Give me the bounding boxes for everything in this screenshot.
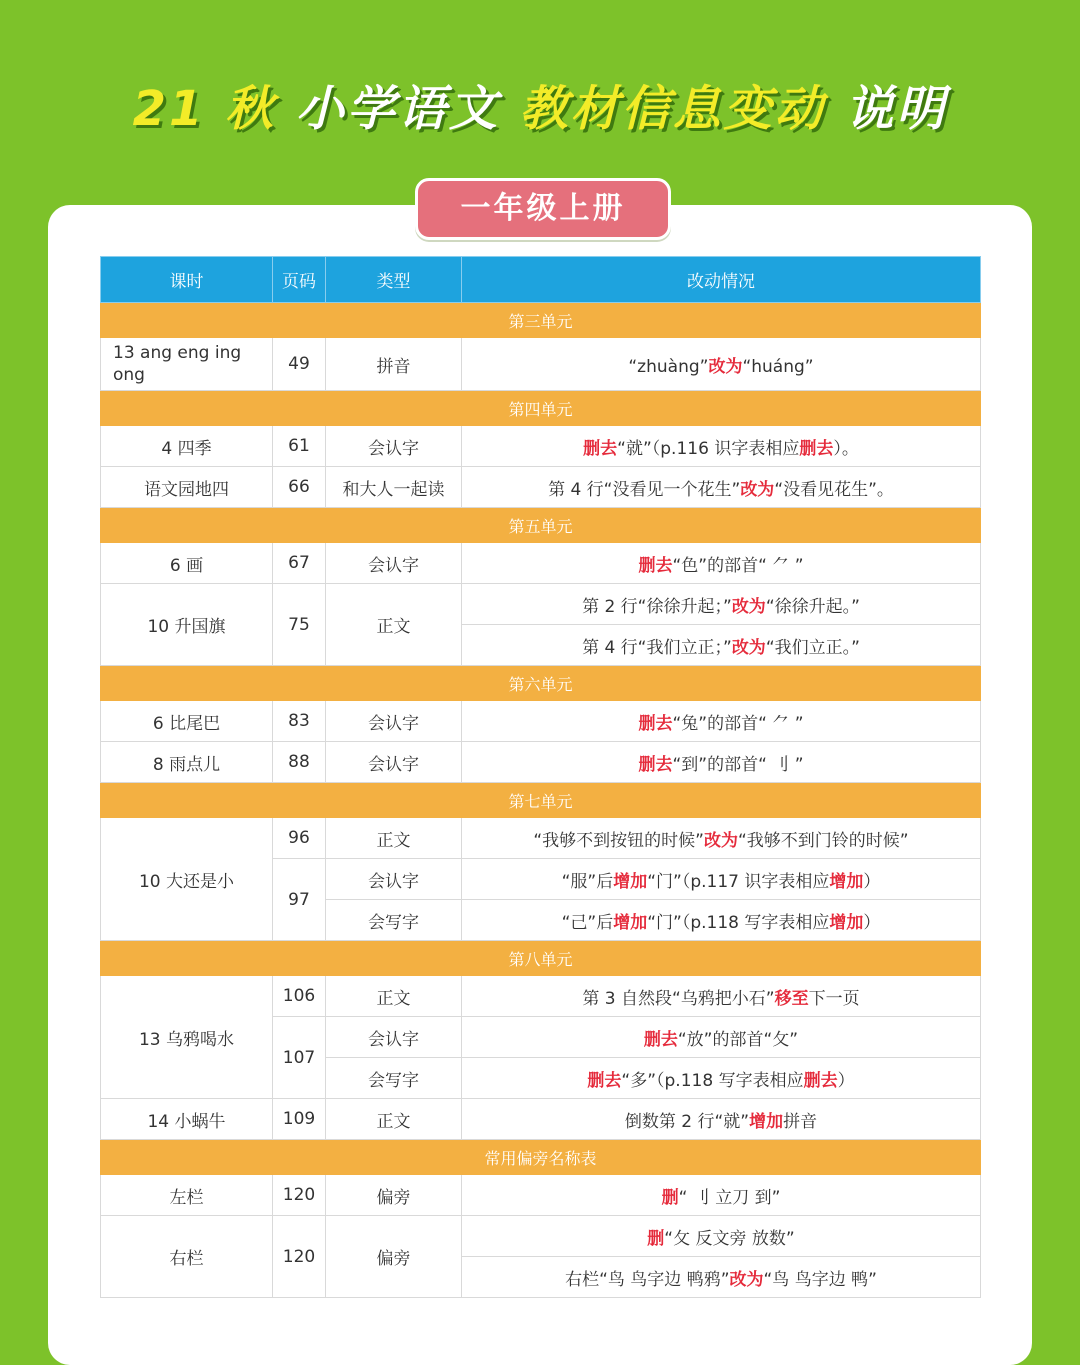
cell-lesson: 13 乌鸦喝水 [101,976,273,1099]
section-title: 常用偏旁名称表 [101,1140,981,1175]
header-type: 类型 [326,257,462,303]
table-row [101,1099,981,1140]
table-row [101,467,981,508]
cell-page: 96 [273,818,326,859]
cell-change: 第 4 行“没看见一个花生”改为“没看见花生”。 [462,467,981,508]
cell-page: 67 [273,543,326,584]
cell-change: 删去“多”（p.118 写字表相应删去） [462,1058,981,1099]
table-row [101,543,981,584]
cell-page: 106 [273,976,326,1017]
cell-type: 正文 [326,976,462,1017]
section-title: 第四单元 [101,391,981,426]
cell-lesson: 13 ang eng ing ong [101,338,273,391]
cell-lesson: 10 升国旗 [101,584,273,666]
cell-lesson: 6 画 [101,543,273,584]
cell-type: 正文 [326,818,462,859]
cell-change: 删去“到”的部首“ 刂 ” [462,742,981,783]
table-row [101,584,981,625]
cell-type: 会写字 [326,900,462,941]
section-row [101,1140,981,1175]
section-title: 第五单元 [101,508,981,543]
title-part-2: 小学语文 [295,81,500,137]
section-row [101,508,981,543]
cell-change: “服”后增加“门”（p.117 识字表相应增加） [462,859,981,900]
cell-change: 第 3 自然段“乌鸦把小石”移至下一页 [462,976,981,1017]
page-title [0,70,1080,139]
section-row [101,941,981,976]
changes-table [100,256,981,1298]
title-part-4: 说明 [845,81,948,137]
section-row [101,783,981,818]
cell-type: 正文 [326,1099,462,1140]
title-part-3: 教材信息变动 [519,81,826,137]
cell-lesson: 4 四季 [101,426,273,467]
cell-change: 删去“就”（p.116 识字表相应删去）。 [462,426,981,467]
table-header-row [101,257,981,303]
cell-page: 88 [273,742,326,783]
cell-type: 会认字 [326,426,462,467]
cell-page: 109 [273,1099,326,1140]
table-row [101,1216,981,1257]
table-row [101,701,981,742]
section-title: 第八单元 [101,941,981,976]
section-title: 第三单元 [101,303,981,338]
cell-page: 49 [273,338,326,391]
cell-type: 偏旁 [326,1175,462,1216]
header-lesson: 课时 [101,257,273,303]
header-change: 改动情况 [462,257,981,303]
table-row [101,976,981,1017]
cell-change: “己”后增加“门”（p.118 写字表相应增加） [462,900,981,941]
cell-page: 61 [273,426,326,467]
cell-change: 第 4 行“我们立正；”改为“我们立正。” [462,625,981,666]
cell-type: 偏旁 [326,1216,462,1298]
header-page: 页码 [273,257,326,303]
cell-lesson: 14 小蜗牛 [101,1099,273,1140]
cell-change: 删去“兔”的部首“ ⺈ ” [462,701,981,742]
cell-type: 会认字 [326,859,462,900]
cell-lesson: 8 雨点儿 [101,742,273,783]
cell-type: 会认字 [326,543,462,584]
cell-type: 会认字 [326,1017,462,1058]
cell-page: 97 [273,859,326,941]
cell-change: 删去“色”的部首“ ⺈ ” [462,543,981,584]
table-row [101,1175,981,1216]
cell-page: 83 [273,701,326,742]
grade-badge: 一年级上册 [415,178,671,240]
cell-change: 右栏“鸟 鸟字边 鸭鸦”改为“鸟 鸟字边 鸭” [462,1257,981,1298]
cell-page: 120 [273,1216,326,1298]
cell-type: 拼音 [326,338,462,391]
cell-change: “我够不到按钮的时候”改为“我够不到门铃的时候” [462,818,981,859]
cell-lesson: 左栏 [101,1175,273,1216]
cell-page: 107 [273,1017,326,1099]
section-row [101,666,981,701]
cell-type: 正文 [326,584,462,666]
table-row [101,818,981,859]
table-row [101,426,981,467]
cell-page: 120 [273,1175,326,1216]
section-row [101,391,981,426]
cell-change: 删“ 刂 立刀 到” [462,1175,981,1216]
cell-change: 第 2 行“徐徐升起；”改为“徐徐升起。” [462,584,981,625]
cell-type: 会认字 [326,701,462,742]
title-part-1: 21 秋 [132,81,277,137]
cell-type: 和大人一起读 [326,467,462,508]
cell-change: 删去“放”的部首“攵” [462,1017,981,1058]
cell-lesson: 右栏 [101,1216,273,1298]
cell-change: 倒数第 2 行“就”增加拼音 [462,1099,981,1140]
cell-change: 删“攵 反文旁 放数” [462,1216,981,1257]
table-row [101,742,981,783]
cell-type: 会认字 [326,742,462,783]
section-row [101,303,981,338]
cell-lesson: 语文园地四 [101,467,273,508]
cell-page: 75 [273,584,326,666]
cell-change: “zhuàng”改为“huáng” [462,338,981,391]
cell-lesson: 6 比尾巴 [101,701,273,742]
table-row [101,338,981,391]
section-title: 第六单元 [101,666,981,701]
cell-page: 66 [273,467,326,508]
section-title: 第七单元 [101,783,981,818]
cell-type: 会写字 [326,1058,462,1099]
cell-lesson: 10 大还是小 [101,818,273,941]
